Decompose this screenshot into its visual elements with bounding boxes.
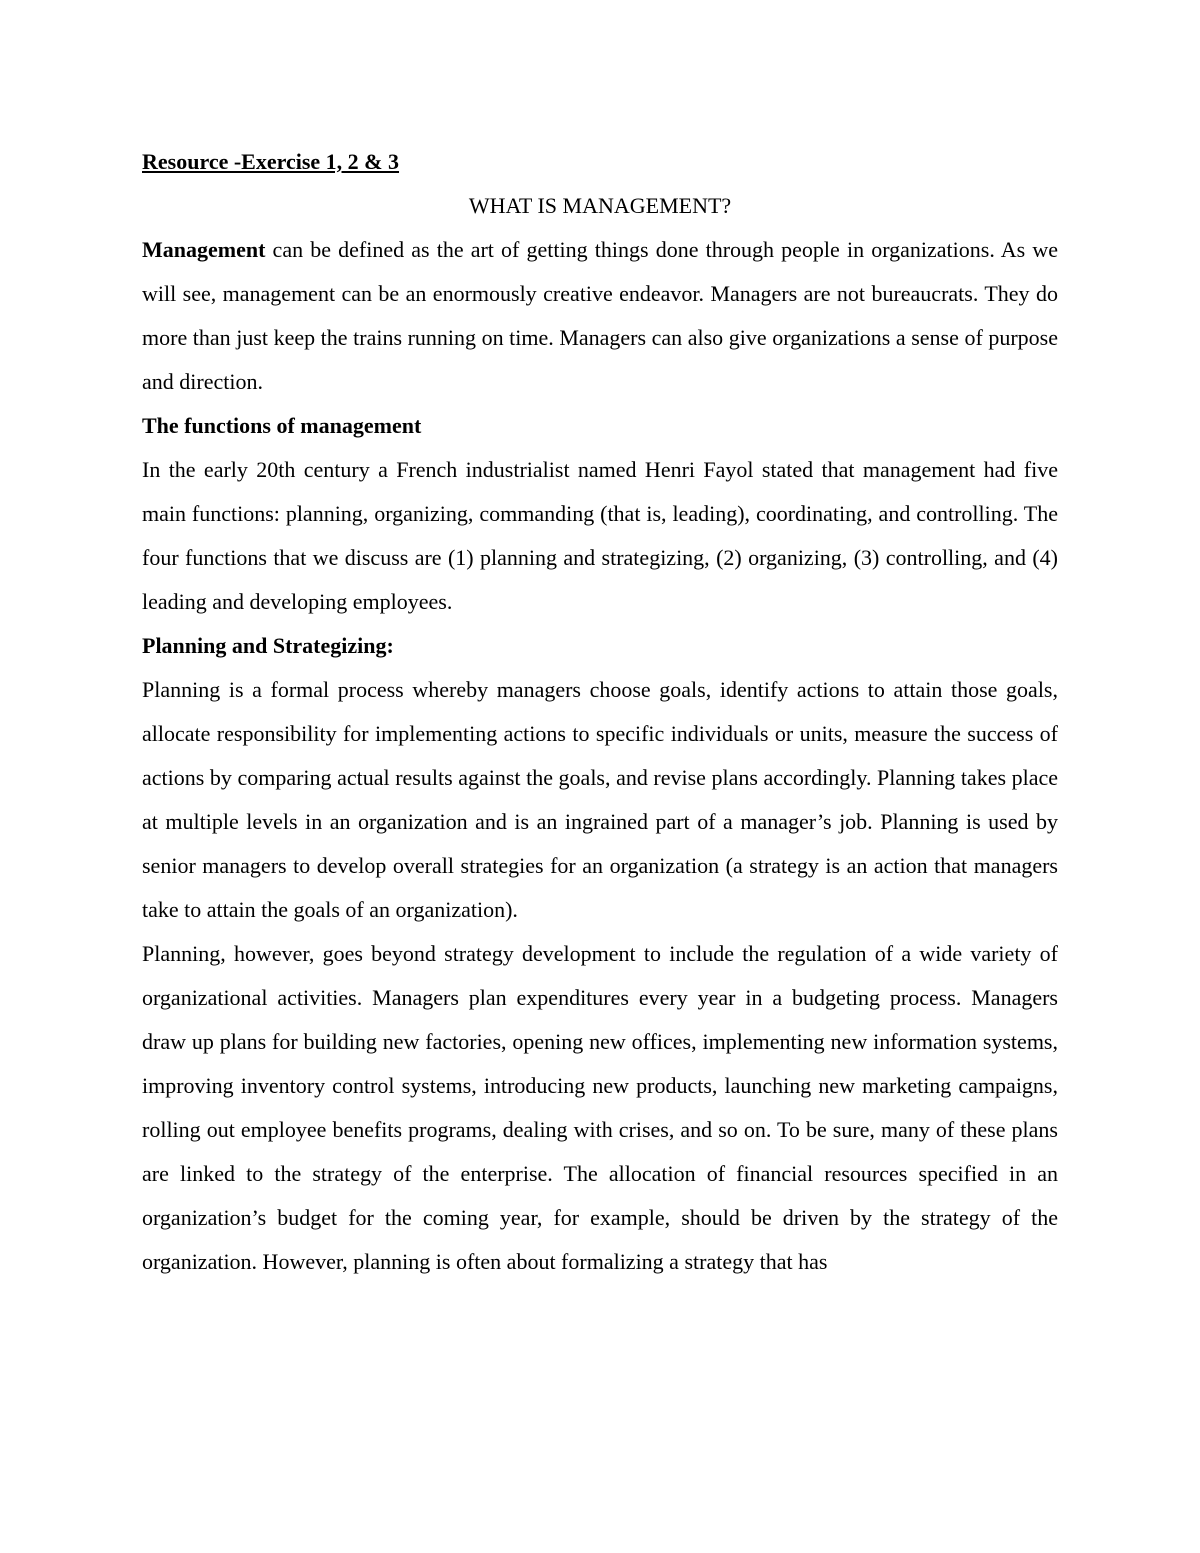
functions-paragraph: In the early 20th century a French industrialist named Henri Fayol stated that management had five main functions: planning, organizing, commanding (that is, leading), coordinating, and controlling. The four functions that we discuss are (1) planning and strategizing, (2) organizing, (3) controlling, and (4) leading and developing employees. [142, 457, 1058, 614]
resource-heading: Resource -Exercise 1, 2 & 3 [142, 149, 400, 174]
intro-paragraph [142, 228, 1058, 404]
page-title: WHAT IS MANAGEMENT? [468, 193, 732, 218]
document-body [142, 140, 1058, 1284]
section-title-planning: Planning and Strategizing: [142, 633, 394, 658]
section-title-functions: The functions of management [142, 413, 422, 438]
planning-paragraph-2: Planning, however, goes beyond strategy development to include the regulation of a wide variety of organizational activities. Managers plan expenditures every year in a budgeting process. Managers draw up plans for building new factories, opening new offices, implementing new information systems, improving inventory control systems, introducing new products, launching new marketing campaigns, rolling out employee benefits programs, dealing with crises, and so on. To be sure, many of these plans are linked to the strategy of the enterprise. The allocation of financial resources specified in an organization’s budget for the coming year, for example, should be driven by the strategy of the organization. However, planning is often about formalizing a strategy that has [142, 941, 1058, 1274]
planning-paragraph-1: Planning is a formal process whereby managers choose goals, identify actions to attain those goals, allocate responsibility for implementing actions to specific individuals or units, measure the success of actions by comparing actual results against the goals, and revise plans accordingly. Planning takes place at multiple levels in an organization and is an ingrained part of a manager’s job. Planning is used by senior managers to develop overall strategies for an organization (a strategy is an action that managers take to attain the goals of an organization). [142, 677, 1058, 922]
intro-lead-term: Management [142, 237, 266, 262]
intro-text: can be defined as the art of getting things done through people in organizations. As we will see, management can be an enormously creative endeavor. Managers are not bureaucrats. They do more than just keep the trains running on time. Managers can also give organizations a sense of purpose and direction. [142, 237, 1058, 394]
